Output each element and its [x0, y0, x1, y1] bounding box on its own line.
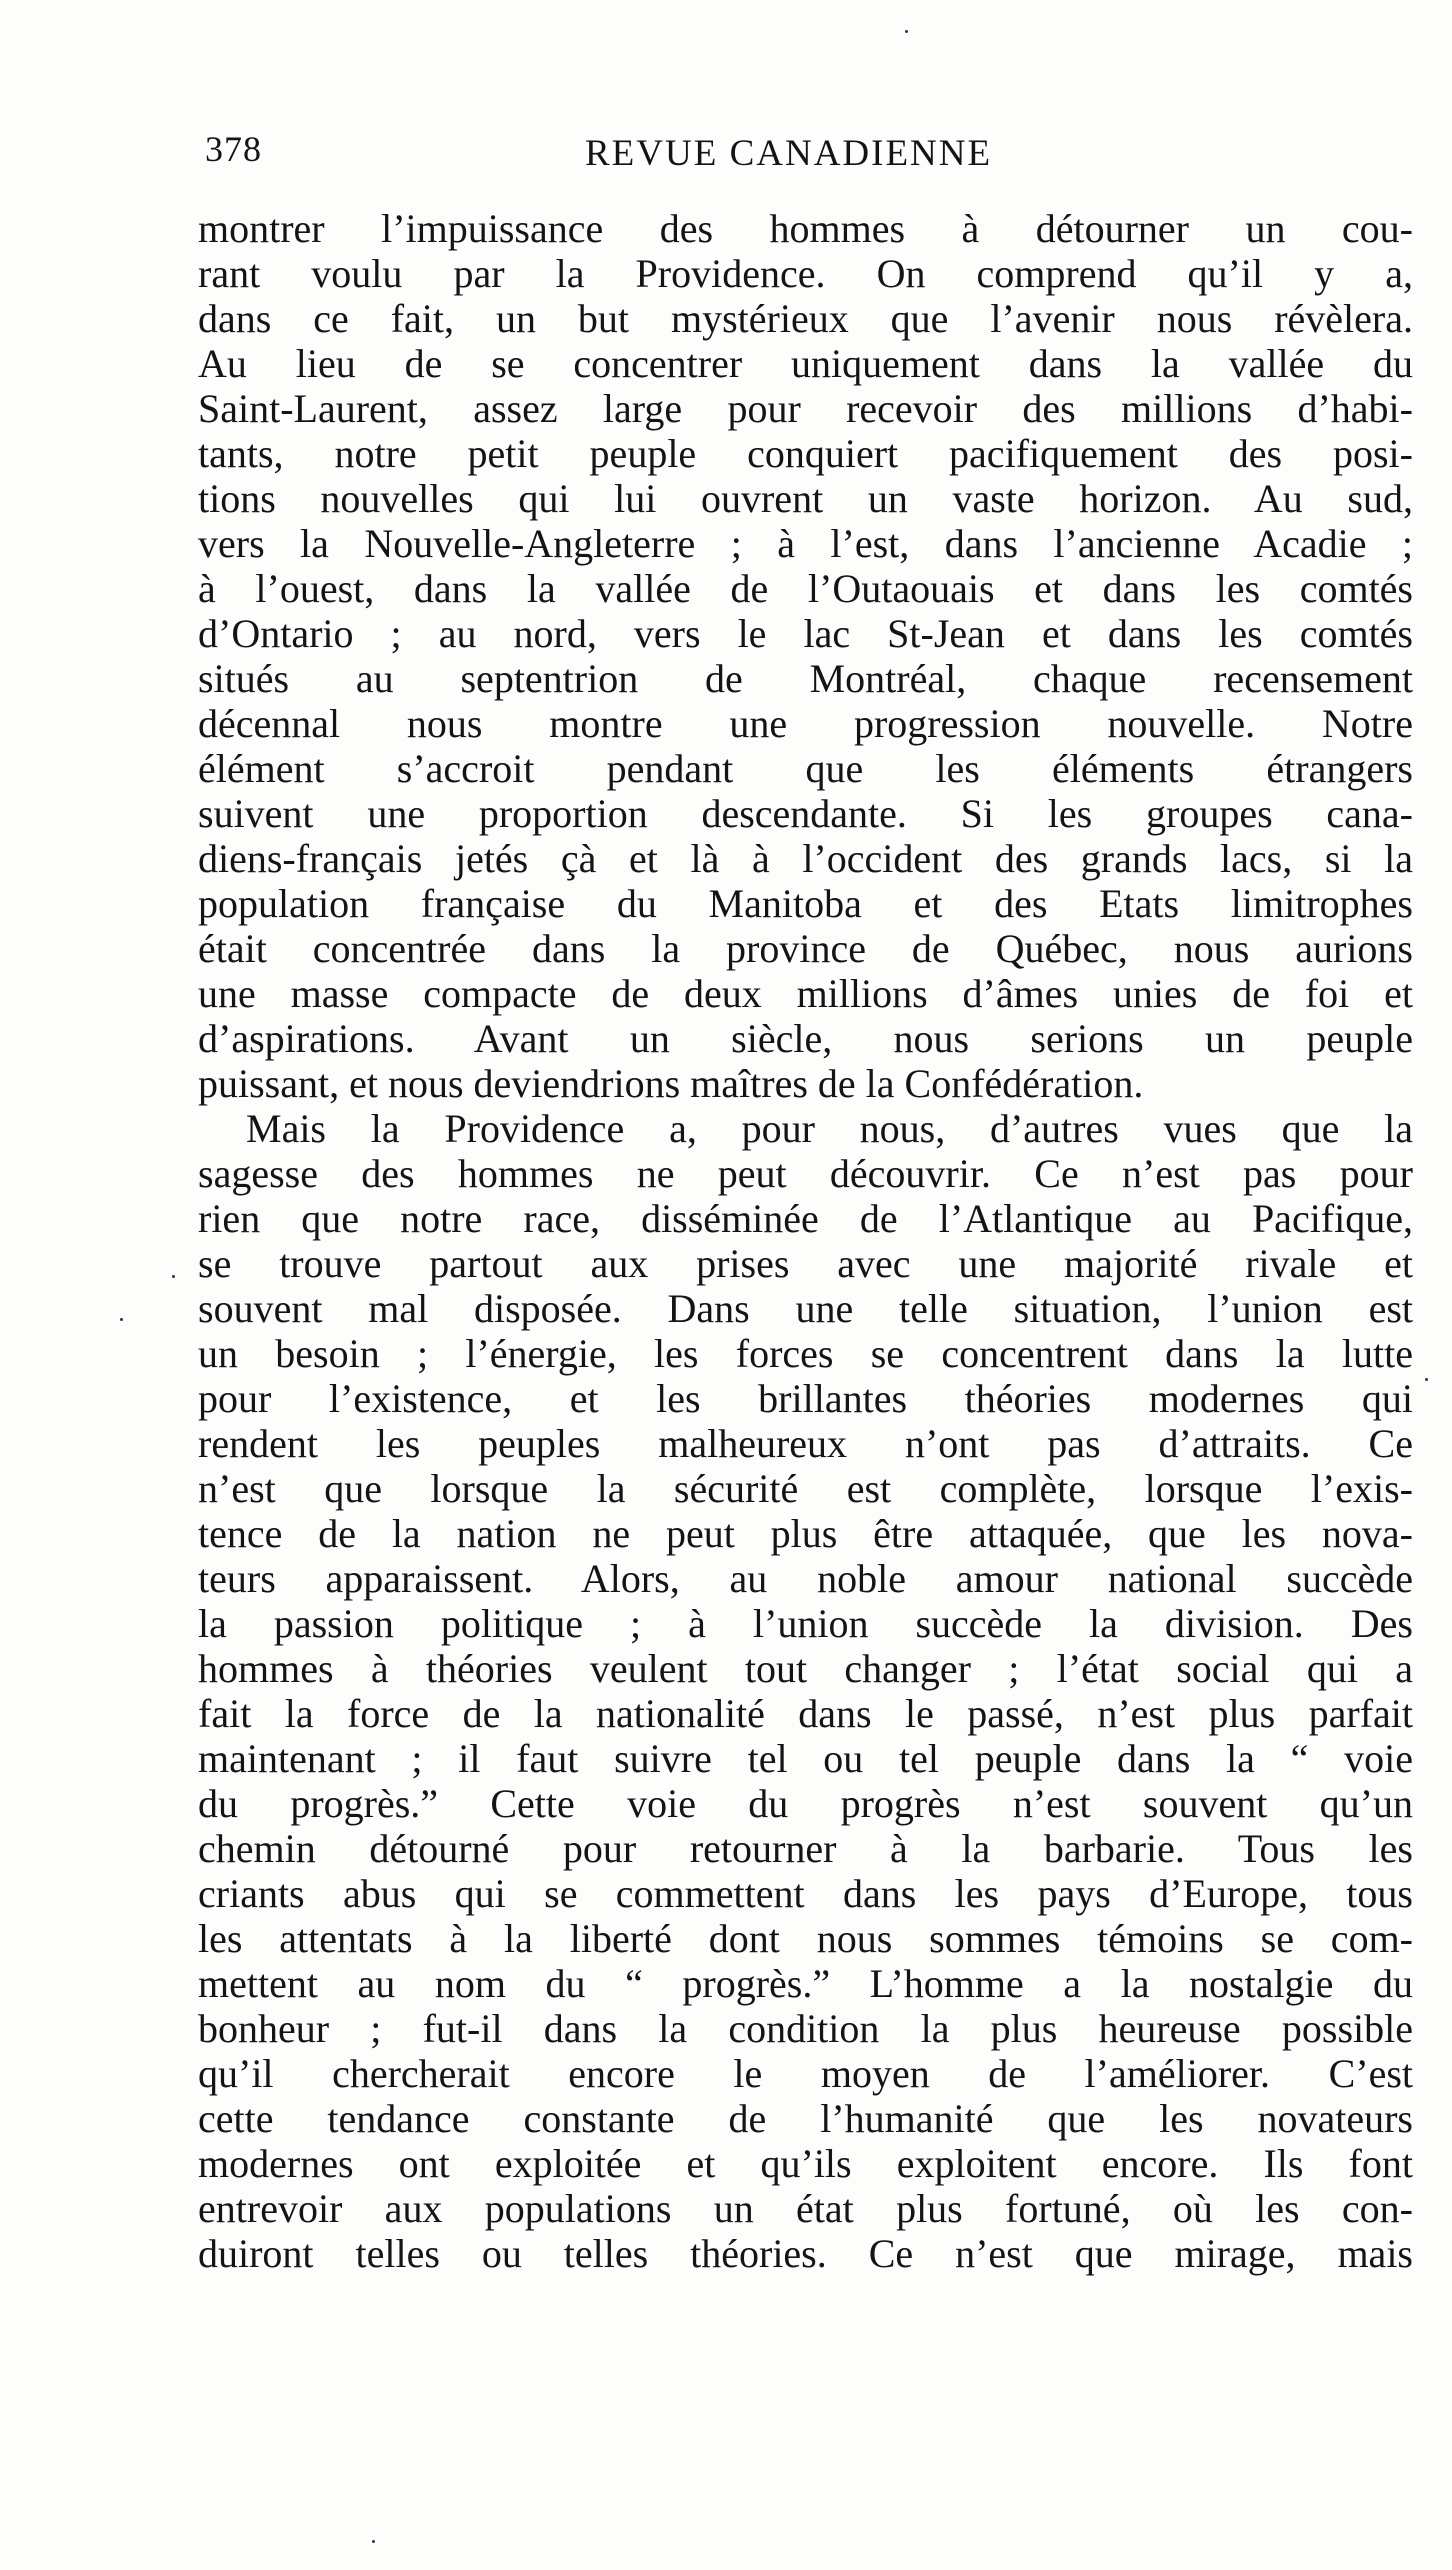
text-line: décennal nous montre une progression nouvelle. Notre: [198, 701, 1413, 746]
text-line: du progrès.” Cette voie du progrès n’est souvent qu’un: [198, 1781, 1413, 1826]
text-line: fait la force de la nationalité dans le passé, n’est plus parfait: [198, 1691, 1413, 1736]
text-line: puissant, et nous deviendrions maîtres de la Confédération.: [198, 1061, 1144, 1106]
text-line: Mais la Providence a, pour nous, d’autres vues que la: [246, 1106, 1413, 1151]
paragraph: [198, 206, 1413, 1106]
text-line: qu’il chercherait encore le moyen de l’améliorer. C’est: [198, 2051, 1413, 2096]
text-line: d’aspirations. Avant un siècle, nous serions un peuple: [198, 1016, 1413, 1061]
print-speck: [120, 1318, 123, 1321]
text-line: la passion politique ; à l’union succède la division. Des: [198, 1601, 1413, 1646]
text-line: rant voulu par la Providence. On comprend qu’il y a,: [198, 251, 1413, 296]
text-line: Saint-Laurent, assez large pour recevoir des millions d’habi-: [198, 386, 1413, 431]
text-line: diens-français jetés çà et là à l’occident des grands lacs, si la: [198, 836, 1413, 881]
text-line: bonheur ; fut-il dans la condition la plus heureuse possible: [198, 2006, 1413, 2051]
text-line: duiront telles ou telles théories. Ce n’est que mirage, mais: [198, 2231, 1413, 2276]
text-line: population française du Manitoba et des Etats limitrophes: [198, 881, 1413, 926]
text-line: pour l’existence, et les brillantes théories modernes qui: [198, 1376, 1413, 1421]
page-number: 378: [205, 129, 262, 169]
text-line: entrevoir aux populations un état plus fortuné, où les con-: [198, 2186, 1413, 2231]
text-line: se trouve partout aux prises avec une majorité rivale et: [198, 1241, 1413, 1286]
running-title: REVUE CANADIENNE: [585, 133, 993, 174]
text-line: chemin détourné pour retourner à la barbarie. Tous les: [198, 1826, 1413, 1871]
text-line: d’Ontario ; au nord, vers le lac St-Jean et dans les comtés: [198, 611, 1413, 656]
text-line: élément s’accroit pendant que les éléments étrangers: [198, 746, 1413, 791]
text-line: sagesse des hommes ne peut découvrir. Ce n’est pas pour: [198, 1151, 1413, 1196]
text-line: souvent mal disposée. Dans une telle situation, l’union est: [198, 1286, 1413, 1331]
text-line: cette tendance constante de l’humanité que les novateurs: [198, 2096, 1413, 2141]
text-line: rendent les peuples malheureux n’ont pas d’attraits. Ce: [198, 1421, 1413, 1466]
text-line: tions nouvelles qui lui ouvrent un vaste horizon. Au sud,: [198, 476, 1413, 521]
text-line: vers la Nouvelle-Angleterre ; à l’est, dans l’ancienne Acadie ;: [198, 521, 1413, 566]
text-line: était concentrée dans la province de Québec, nous aurions: [198, 926, 1413, 971]
text-line: suivent une proportion descendante. Si les groupes cana-: [198, 791, 1413, 836]
text-line: rien que notre race, disséminée de l’Atlantique au Pacifique,: [198, 1196, 1413, 1241]
text-line: hommes à théories veulent tout changer ; l’état social qui a: [198, 1646, 1413, 1691]
text-line: mettent au nom du “ progrès.” L’homme a la nostalgie du: [198, 1961, 1413, 2006]
print-speck: [1425, 1378, 1428, 1381]
text-line: tence de la nation ne peut plus être attaquée, que les nova-: [198, 1511, 1413, 1556]
text-line: dans ce fait, un but mystérieux que l’avenir nous révèlera.: [198, 296, 1413, 341]
text-line: un besoin ; l’énergie, les forces se concentrent dans la lutte: [198, 1331, 1413, 1376]
text-line: une masse compacte de deux millions d’âmes unies de foi et: [198, 971, 1413, 1016]
text-line: situés au septentrion de Montréal, chaque recensement: [198, 656, 1413, 701]
text-line: tants, notre petit peuple conquiert pacifiquement des posi-: [198, 431, 1413, 476]
text-line: teurs apparaissent. Alors, au noble amour national succède: [198, 1556, 1413, 1601]
text-line: les attentats à la liberté dont nous sommes témoins se com-: [198, 1916, 1413, 1961]
text-line: montrer l’impuissance des hommes à détourner un cou-: [198, 206, 1413, 251]
print-speck: [905, 30, 908, 33]
text-line: maintenant ; il faut suivre tel ou tel peuple dans la “ voie: [198, 1736, 1413, 1781]
body-text: [198, 206, 1413, 2276]
text-line: n’est que lorsque la sécurité est complète, lorsque l’exis-: [198, 1466, 1413, 1511]
text-line: à l’ouest, dans la vallée de l’Outaouais et dans les comtés: [198, 566, 1413, 611]
running-header: [205, 128, 1420, 178]
print-speck: [372, 2540, 375, 2543]
print-speck: [172, 1275, 175, 1278]
text-line: Au lieu de se concentrer uniquement dans la vallée du: [198, 341, 1413, 386]
text-line: modernes ont exploitée et qu’ils exploitent encore. Ils font: [198, 2141, 1413, 2186]
paragraph: [198, 1106, 1413, 2276]
text-line: criants abus qui se commettent dans les pays d’Europe, tous: [198, 1871, 1413, 1916]
